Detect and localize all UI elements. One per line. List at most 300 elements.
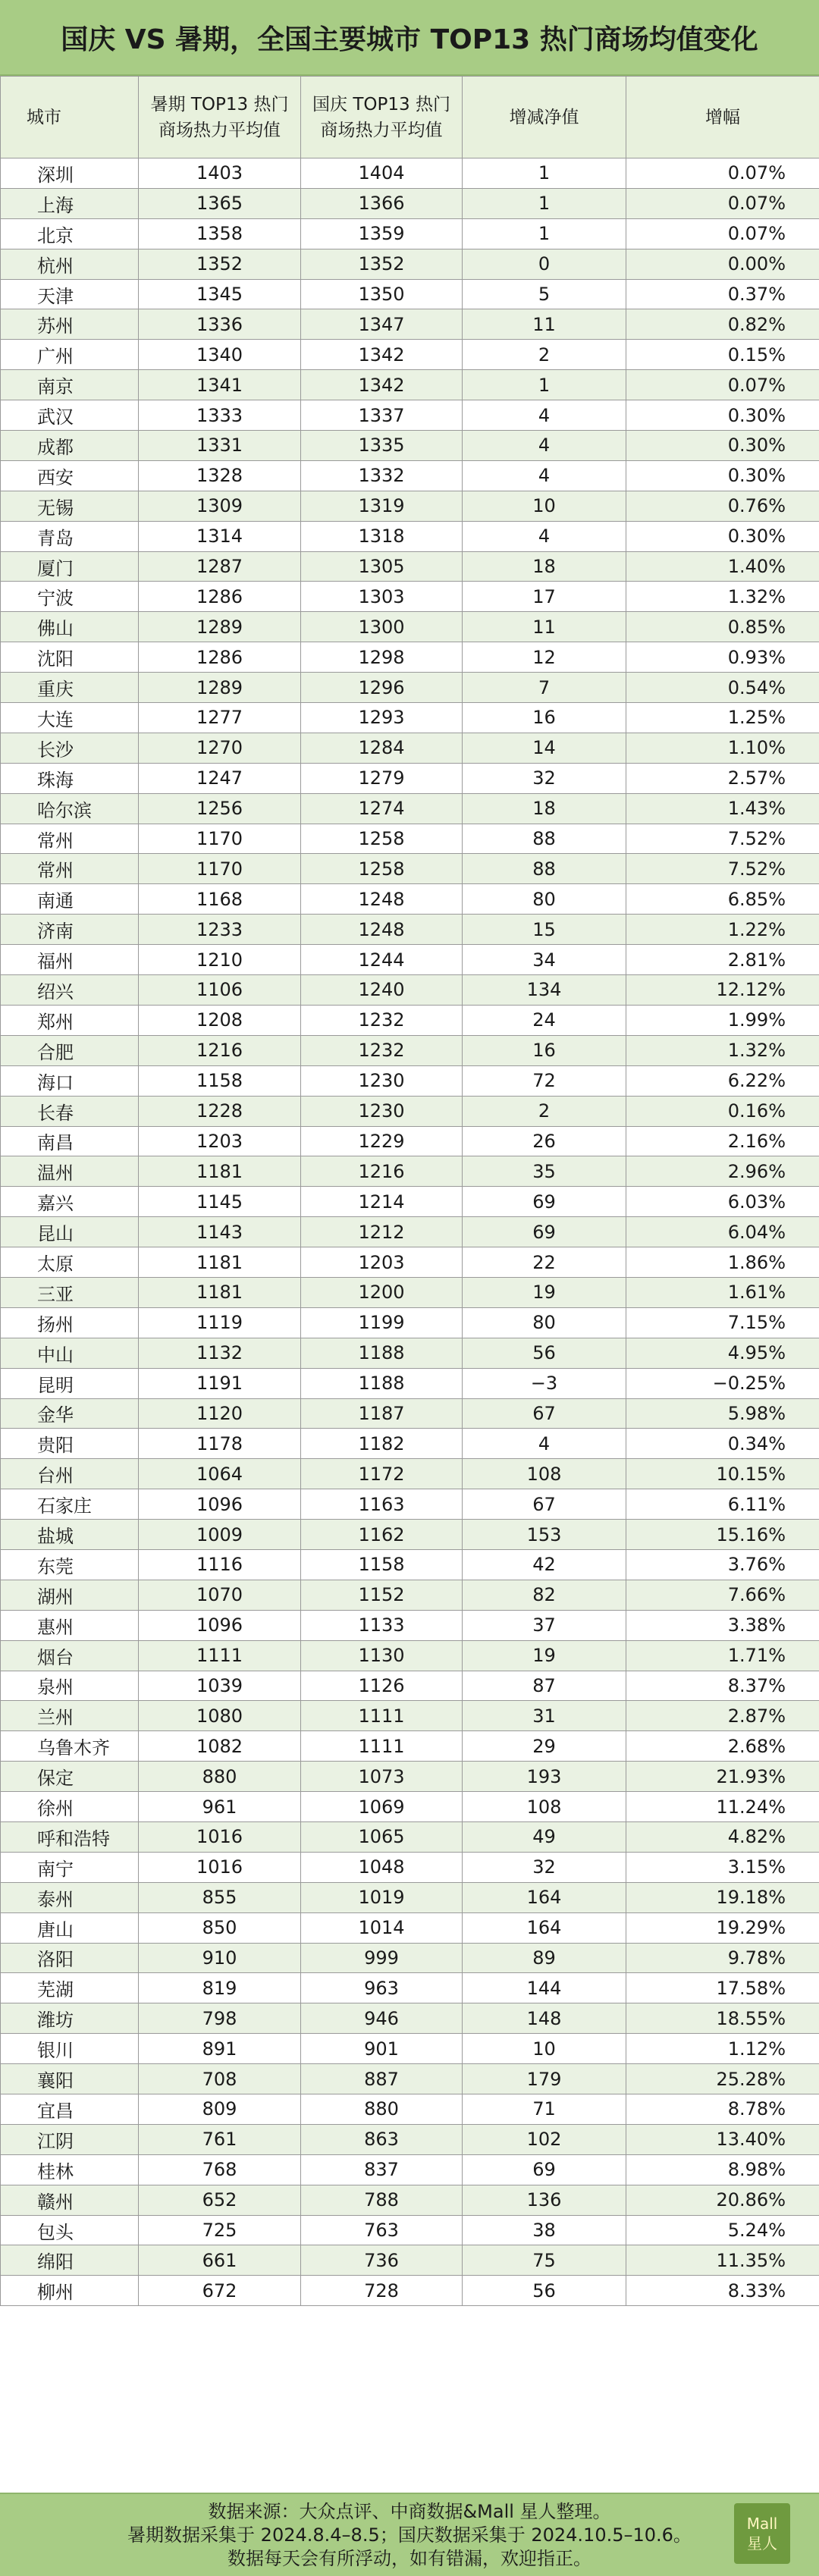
table-row — [1, 2094, 819, 2125]
cell-growth: 0.76% — [626, 491, 819, 521]
cell-city: 郑州 — [1, 1005, 139, 1035]
cell-summer-value: 819 — [139, 1973, 301, 2003]
cell-net-change: −3 — [463, 1368, 626, 1398]
cell-national-day-value: 1014 — [301, 1912, 463, 1943]
cell-city: 泰州 — [1, 1882, 139, 1912]
cell-growth: 1.71% — [626, 1640, 819, 1671]
cell-national-day-value: 1305 — [301, 551, 463, 582]
cell-national-day-value: 1342 — [301, 340, 463, 370]
cell-city: 南宁 — [1, 1852, 139, 1882]
cell-city: 上海 — [1, 188, 139, 218]
cell-national-day-value: 1293 — [301, 703, 463, 733]
cell-growth: 10.15% — [626, 1459, 819, 1489]
cell-city: 常州 — [1, 824, 139, 854]
cell-summer-value: 761 — [139, 2124, 301, 2154]
table-row — [1, 218, 819, 249]
table-row — [1, 551, 819, 582]
cell-summer-value: 1016 — [139, 1852, 301, 1882]
cell-city: 温州 — [1, 1156, 139, 1187]
table-row — [1, 884, 819, 915]
cell-growth: 0.30% — [626, 521, 819, 551]
cell-city: 保定 — [1, 1762, 139, 1792]
cell-national-day-value: 1199 — [301, 1307, 463, 1338]
cell-growth: 17.58% — [626, 1973, 819, 2003]
cell-city: 长沙 — [1, 733, 139, 763]
cell-city: 重庆 — [1, 673, 139, 703]
cell-city: 大连 — [1, 703, 139, 733]
cell-net-change: 1 — [463, 158, 626, 189]
table-row — [1, 1580, 819, 1610]
table-row — [1, 854, 819, 884]
cell-summer-value: 1181 — [139, 1156, 301, 1187]
cell-net-change: 17 — [463, 582, 626, 612]
cell-net-change: 24 — [463, 1005, 626, 1035]
column-header-growth: 增幅 — [626, 77, 819, 158]
cell-city: 南昌 — [1, 1126, 139, 1156]
cell-net-change: 37 — [463, 1610, 626, 1640]
cell-city: 三亚 — [1, 1277, 139, 1307]
cell-growth: 19.29% — [626, 1912, 819, 1943]
cell-summer-value: 961 — [139, 1792, 301, 1822]
cell-national-day-value: 880 — [301, 2094, 463, 2125]
cell-summer-value: 880 — [139, 1762, 301, 1792]
cell-growth: 0.07% — [626, 158, 819, 189]
cell-growth: 21.93% — [626, 1762, 819, 1792]
table-row — [1, 158, 819, 189]
cell-net-change: 75 — [463, 2245, 626, 2276]
cell-net-change: 15 — [463, 915, 626, 945]
cell-national-day-value: 1279 — [301, 763, 463, 793]
cell-summer-value: 1289 — [139, 673, 301, 703]
cell-national-day-value: 1126 — [301, 1671, 463, 1701]
table-row — [1, 703, 819, 733]
cell-summer-value: 1191 — [139, 1368, 301, 1398]
cell-summer-value: 1096 — [139, 1610, 301, 1640]
cell-city: 苏州 — [1, 309, 139, 340]
cell-city: 无锡 — [1, 491, 139, 521]
cell-growth: 3.76% — [626, 1549, 819, 1580]
cell-growth: 0.07% — [626, 218, 819, 249]
cell-national-day-value: 1133 — [301, 1610, 463, 1640]
cell-summer-value: 1336 — [139, 309, 301, 340]
cell-national-day-value: 1200 — [301, 1277, 463, 1307]
cell-national-day-value: 1359 — [301, 218, 463, 249]
cell-national-day-value: 1319 — [301, 491, 463, 521]
cell-national-day-value: 1240 — [301, 975, 463, 1006]
cell-summer-value: 1170 — [139, 854, 301, 884]
cell-national-day-value: 1230 — [301, 1065, 463, 1096]
cell-national-day-value: 1332 — [301, 460, 463, 491]
table-row — [1, 521, 819, 551]
cell-net-change: 82 — [463, 1580, 626, 1610]
cell-city: 潍坊 — [1, 2003, 139, 2034]
cell-growth: 4.82% — [626, 1821, 819, 1852]
cell-net-change: 69 — [463, 2154, 626, 2185]
cell-net-change: 10 — [463, 2034, 626, 2064]
page-title: 国庆 VS 暑期，全国主要城市 TOP13 热门商场均值变化 — [0, 0, 819, 76]
cell-growth: 6.03% — [626, 1187, 819, 1217]
cell-summer-value: 1277 — [139, 703, 301, 733]
cell-national-day-value: 946 — [301, 2003, 463, 2034]
cell-city: 珠海 — [1, 763, 139, 793]
cell-city: 福州 — [1, 945, 139, 975]
cell-summer-value: 1333 — [139, 400, 301, 431]
cell-net-change: 87 — [463, 1671, 626, 1701]
cell-summer-value: 1119 — [139, 1307, 301, 1338]
table-row — [1, 673, 819, 703]
cell-national-day-value: 728 — [301, 2276, 463, 2306]
cell-summer-value: 1203 — [139, 1126, 301, 1156]
cell-summer-value: 1210 — [139, 945, 301, 975]
cell-net-change: 1 — [463, 370, 626, 400]
table-row — [1, 763, 819, 793]
cell-city: 银川 — [1, 2034, 139, 2064]
cell-city: 泉州 — [1, 1671, 139, 1701]
cell-growth: 11.24% — [626, 1792, 819, 1822]
cell-net-change: 4 — [463, 460, 626, 491]
cell-summer-value: 809 — [139, 2094, 301, 2125]
cell-city: 盐城 — [1, 1520, 139, 1550]
cell-summer-value: 1216 — [139, 1035, 301, 1065]
cell-summer-value: 1158 — [139, 1065, 301, 1096]
cell-growth: 7.52% — [626, 854, 819, 884]
cell-city: 扬州 — [1, 1307, 139, 1338]
cell-growth: 0.00% — [626, 249, 819, 279]
cell-national-day-value: 1258 — [301, 824, 463, 854]
cell-summer-value: 855 — [139, 1882, 301, 1912]
cell-growth: 7.52% — [626, 824, 819, 854]
cell-national-day-value: 763 — [301, 2215, 463, 2245]
cell-national-day-value: 1048 — [301, 1852, 463, 1882]
cell-city: 湖州 — [1, 1580, 139, 1610]
cell-national-day-value: 1188 — [301, 1338, 463, 1368]
cell-city: 乌鲁木齐 — [1, 1731, 139, 1762]
cell-city: 西安 — [1, 460, 139, 491]
cell-summer-value: 1286 — [139, 642, 301, 673]
cell-city: 昆明 — [1, 1368, 139, 1398]
cell-city: 嘉兴 — [1, 1187, 139, 1217]
cell-national-day-value: 1111 — [301, 1701, 463, 1731]
cell-growth: 12.12% — [626, 975, 819, 1006]
cell-summer-value: 1314 — [139, 521, 301, 551]
cell-net-change: 148 — [463, 2003, 626, 2034]
cell-national-day-value: 863 — [301, 2124, 463, 2154]
cell-national-day-value: 1232 — [301, 1005, 463, 1035]
cell-growth: 6.22% — [626, 1065, 819, 1096]
cell-net-change: 4 — [463, 521, 626, 551]
table-row — [1, 1277, 819, 1307]
cell-net-change: 18 — [463, 793, 626, 824]
cell-summer-value: 1328 — [139, 460, 301, 491]
cell-summer-value: 1365 — [139, 188, 301, 218]
cell-net-change: 67 — [463, 1398, 626, 1429]
table-row — [1, 1247, 819, 1278]
table-row — [1, 1973, 819, 2003]
cell-national-day-value: 1318 — [301, 521, 463, 551]
table-row — [1, 309, 819, 340]
cell-summer-value: 1181 — [139, 1247, 301, 1278]
cell-national-day-value: 1212 — [301, 1217, 463, 1247]
cell-national-day-value: 1069 — [301, 1792, 463, 1822]
cell-growth: 1.10% — [626, 733, 819, 763]
cell-growth: 19.18% — [626, 1882, 819, 1912]
cell-growth: 6.85% — [626, 884, 819, 915]
cell-city: 武汉 — [1, 400, 139, 431]
cell-city: 东莞 — [1, 1549, 139, 1580]
cell-national-day-value: 1232 — [301, 1035, 463, 1065]
table-header-row — [1, 77, 819, 158]
footer-collection-dates: 暑期数据采集于 2024.8.4–8.5；国庆数据采集于 2024.10.5–10.6。 — [0, 2524, 819, 2547]
cell-city: 中山 — [1, 1338, 139, 1368]
table-row — [1, 642, 819, 673]
cell-net-change: 179 — [463, 2064, 626, 2094]
cell-summer-value: 910 — [139, 1943, 301, 1973]
cell-city: 青岛 — [1, 521, 139, 551]
cell-national-day-value: 1337 — [301, 400, 463, 431]
cell-net-change: 12 — [463, 642, 626, 673]
cell-city: 贵阳 — [1, 1429, 139, 1459]
table-row — [1, 2245, 819, 2276]
cell-growth: 0.82% — [626, 309, 819, 340]
cell-national-day-value: 1182 — [301, 1429, 463, 1459]
table-row — [1, 249, 819, 279]
cell-growth: 7.15% — [626, 1307, 819, 1338]
table-row — [1, 1640, 819, 1671]
cell-national-day-value: 1229 — [301, 1126, 463, 1156]
cell-net-change: 56 — [463, 1338, 626, 1368]
table-row — [1, 188, 819, 218]
cell-growth: 8.98% — [626, 2154, 819, 2185]
cell-national-day-value: 1152 — [301, 1580, 463, 1610]
table-row — [1, 431, 819, 461]
cell-net-change: 88 — [463, 854, 626, 884]
cell-growth: 1.40% — [626, 551, 819, 582]
footer-source: 数据来源：大众点评、中商数据&Mall 星人整理。 — [0, 2500, 819, 2524]
cell-national-day-value: 1298 — [301, 642, 463, 673]
cell-national-day-value: 1230 — [301, 1096, 463, 1126]
column-header-national-day: 国庆 TOP13 热门 商场热力平均值 — [301, 77, 463, 158]
cell-summer-value: 1178 — [139, 1429, 301, 1459]
cell-national-day-value: 788 — [301, 2185, 463, 2215]
table-row — [1, 491, 819, 521]
cell-net-change: 11 — [463, 309, 626, 340]
cell-city: 南京 — [1, 370, 139, 400]
cell-summer-value: 1345 — [139, 279, 301, 309]
table-row — [1, 1307, 819, 1338]
cell-national-day-value: 1214 — [301, 1187, 463, 1217]
cell-net-change: 1 — [463, 218, 626, 249]
cell-net-change: 0 — [463, 249, 626, 279]
cell-city: 厦门 — [1, 551, 139, 582]
cell-city: 佛山 — [1, 612, 139, 642]
cell-growth: 0.34% — [626, 1429, 819, 1459]
cell-net-change: 80 — [463, 1307, 626, 1338]
table-row — [1, 975, 819, 1006]
cell-national-day-value: 1130 — [301, 1640, 463, 1671]
cell-growth: 0.30% — [626, 431, 819, 461]
footer-notes — [0, 2500, 819, 2571]
cell-national-day-value: 1404 — [301, 158, 463, 189]
data-table — [0, 76, 819, 2306]
cell-growth: 6.11% — [626, 1489, 819, 1520]
cell-growth: 1.25% — [626, 703, 819, 733]
cell-net-change: 2 — [463, 1096, 626, 1126]
cell-net-change: 22 — [463, 1247, 626, 1278]
cell-net-change: 88 — [463, 824, 626, 854]
cell-city: 徐州 — [1, 1792, 139, 1822]
table-row — [1, 1368, 819, 1398]
cell-summer-value: 1287 — [139, 551, 301, 582]
cell-net-change: 32 — [463, 1852, 626, 1882]
cell-growth: 0.15% — [626, 340, 819, 370]
cell-growth: 2.16% — [626, 1126, 819, 1156]
table-row — [1, 945, 819, 975]
cell-national-day-value: 1065 — [301, 1821, 463, 1852]
table-row — [1, 1187, 819, 1217]
table-row — [1, 1912, 819, 1943]
cell-city: 宁波 — [1, 582, 139, 612]
column-header-summer: 暑期 TOP13 热门 商场热力平均值 — [139, 77, 301, 158]
table-row — [1, 1035, 819, 1065]
cell-net-change: 144 — [463, 1973, 626, 2003]
cell-growth: 0.37% — [626, 279, 819, 309]
cell-city: 江阴 — [1, 2124, 139, 2154]
cell-city: 哈尔滨 — [1, 793, 139, 824]
brand-logo-text-cn: 星人 — [747, 2534, 777, 2553]
table-row — [1, 279, 819, 309]
cell-growth: 8.33% — [626, 2276, 819, 2306]
table-row — [1, 2034, 819, 2064]
cell-city: 宜昌 — [1, 2094, 139, 2125]
footer — [0, 2493, 819, 2576]
table-row — [1, 340, 819, 370]
cell-net-change: 136 — [463, 2185, 626, 2215]
cell-national-day-value: 1303 — [301, 582, 463, 612]
cell-summer-value: 1233 — [139, 915, 301, 945]
table-row — [1, 824, 819, 854]
cell-net-change: 31 — [463, 1701, 626, 1731]
cell-summer-value: 1358 — [139, 218, 301, 249]
table-row — [1, 793, 819, 824]
cell-city: 长春 — [1, 1096, 139, 1126]
cell-summer-value: 708 — [139, 2064, 301, 2094]
table-row — [1, 1065, 819, 1096]
cell-city: 天津 — [1, 279, 139, 309]
cell-net-change: 4 — [463, 1429, 626, 1459]
cell-city: 太原 — [1, 1247, 139, 1278]
cell-city: 广州 — [1, 340, 139, 370]
cell-growth: 1.99% — [626, 1005, 819, 1035]
cell-net-change: 11 — [463, 612, 626, 642]
cell-growth: −0.25% — [626, 1368, 819, 1398]
cell-city: 昆山 — [1, 1217, 139, 1247]
cell-net-change: 26 — [463, 1126, 626, 1156]
cell-net-change: 42 — [463, 1549, 626, 1580]
cell-city: 沈阳 — [1, 642, 139, 673]
cell-national-day-value: 1163 — [301, 1489, 463, 1520]
cell-national-day-value: 1342 — [301, 370, 463, 400]
cell-summer-value: 1064 — [139, 1459, 301, 1489]
cell-net-change: 14 — [463, 733, 626, 763]
cell-city: 杭州 — [1, 249, 139, 279]
cell-net-change: 16 — [463, 1035, 626, 1065]
table-row — [1, 460, 819, 491]
table-row — [1, 1429, 819, 1459]
cell-city: 桂林 — [1, 2154, 139, 2185]
cell-growth: 3.15% — [626, 1852, 819, 1882]
cell-net-change: 5 — [463, 279, 626, 309]
cell-net-change: 89 — [463, 1943, 626, 1973]
cell-national-day-value: 837 — [301, 2154, 463, 2185]
cell-growth: 8.37% — [626, 1671, 819, 1701]
cell-summer-value: 725 — [139, 2215, 301, 2245]
table-row — [1, 1126, 819, 1156]
cell-growth: 2.68% — [626, 1731, 819, 1762]
cell-net-change: 153 — [463, 1520, 626, 1550]
cell-national-day-value: 1111 — [301, 1731, 463, 1762]
cell-summer-value: 1181 — [139, 1277, 301, 1307]
cell-national-day-value: 1296 — [301, 673, 463, 703]
cell-city: 绍兴 — [1, 975, 139, 1006]
cell-net-change: 193 — [463, 1762, 626, 1792]
cell-national-day-value: 1248 — [301, 915, 463, 945]
table-row — [1, 1610, 819, 1640]
table-row — [1, 1156, 819, 1187]
table-row — [1, 1731, 819, 1762]
cell-city: 石家庄 — [1, 1489, 139, 1520]
cell-net-change: 4 — [463, 431, 626, 461]
cell-city: 柳州 — [1, 2276, 139, 2306]
table-row — [1, 2003, 819, 2034]
cell-city: 成都 — [1, 431, 139, 461]
cell-net-change: 49 — [463, 1821, 626, 1852]
cell-net-change: 67 — [463, 1489, 626, 1520]
cell-net-change: 32 — [463, 763, 626, 793]
table-row — [1, 1821, 819, 1852]
cell-growth: 6.04% — [626, 1217, 819, 1247]
table-row — [1, 1217, 819, 1247]
cell-city: 北京 — [1, 218, 139, 249]
table-row — [1, 1489, 819, 1520]
cell-national-day-value: 1300 — [301, 612, 463, 642]
cell-summer-value: 1247 — [139, 763, 301, 793]
cell-net-change: 18 — [463, 551, 626, 582]
table-row — [1, 1005, 819, 1035]
cell-net-change: 164 — [463, 1882, 626, 1912]
cell-growth: 0.93% — [626, 642, 819, 673]
cell-summer-value: 1270 — [139, 733, 301, 763]
cell-summer-value: 1039 — [139, 1671, 301, 1701]
cell-growth: 13.40% — [626, 2124, 819, 2154]
cell-summer-value: 1228 — [139, 1096, 301, 1126]
cell-growth: 1.61% — [626, 1277, 819, 1307]
cell-net-change: 10 — [463, 491, 626, 521]
cell-national-day-value: 1158 — [301, 1549, 463, 1580]
cell-growth: 0.07% — [626, 188, 819, 218]
cell-summer-value: 1116 — [139, 1549, 301, 1580]
cell-summer-value: 661 — [139, 2245, 301, 2276]
cell-summer-value: 798 — [139, 2003, 301, 2034]
cell-growth: 9.78% — [626, 1943, 819, 1973]
cell-growth: 0.85% — [626, 612, 819, 642]
cell-net-change: 34 — [463, 945, 626, 975]
cell-national-day-value: 1347 — [301, 309, 463, 340]
cell-summer-value: 1132 — [139, 1338, 301, 1368]
cell-net-change: 108 — [463, 1459, 626, 1489]
cell-summer-value: 1170 — [139, 824, 301, 854]
cell-summer-value: 1143 — [139, 1217, 301, 1247]
cell-growth: 18.55% — [626, 2003, 819, 2034]
